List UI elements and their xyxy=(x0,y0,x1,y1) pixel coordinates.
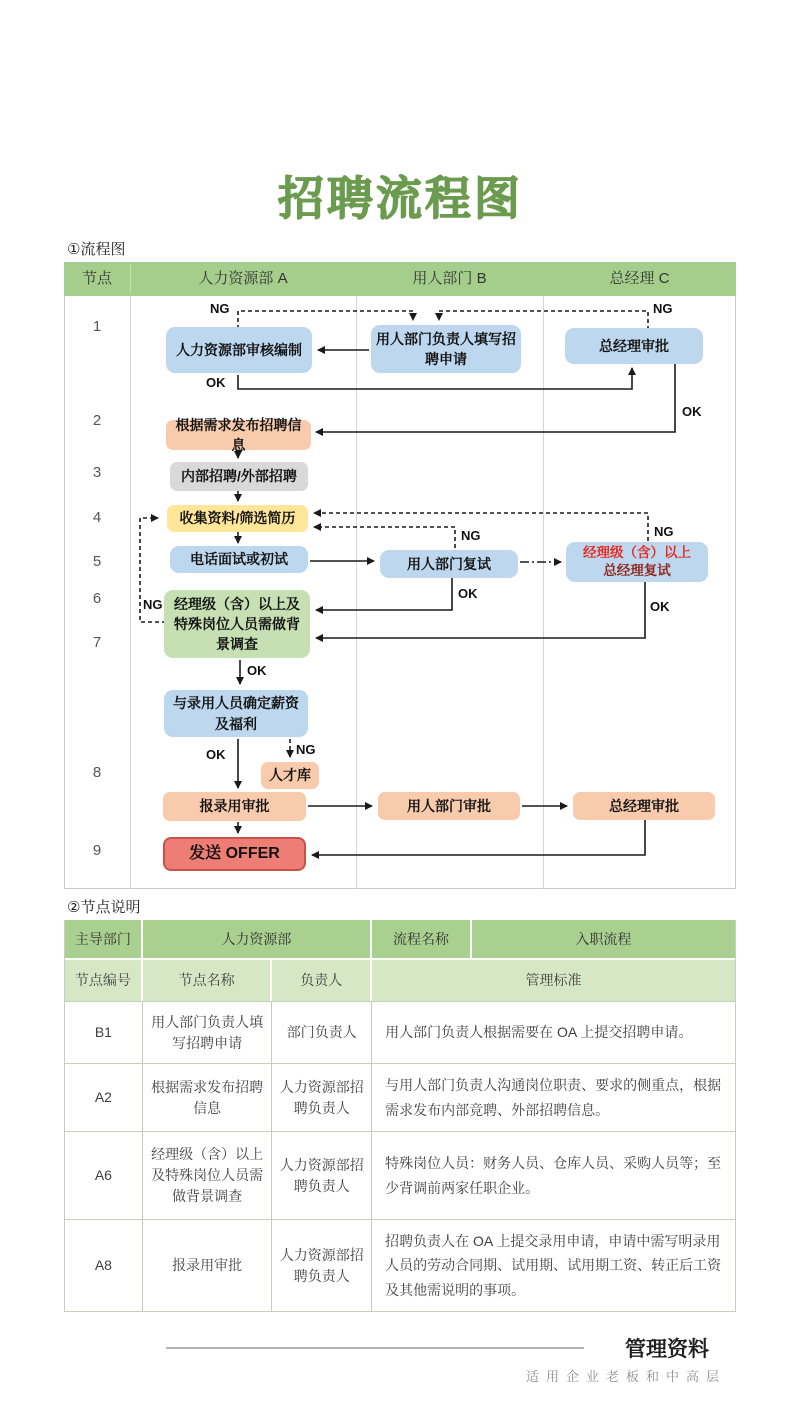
col-header-name: 节点名称 xyxy=(143,960,273,1001)
flow-name-label: 流程名称 xyxy=(372,920,472,958)
flow-header-gm: 总经理 C xyxy=(609,270,670,287)
label-ng: NG xyxy=(210,301,230,316)
flow-box-send-offer: 发送 OFFER xyxy=(163,837,306,871)
flow-box-phone-interview: 电话面试或初试 xyxy=(170,546,308,573)
footer-brand: 管理资料 xyxy=(625,1336,709,1361)
col-header-code: 节点编号 xyxy=(65,960,143,1001)
row-name: 用人部门负责人填写招聘申请 xyxy=(143,1001,273,1063)
row-owner: 人力资源部招聘负责人 xyxy=(272,1219,372,1311)
gm-retest-line1: 经理级（含）以上 xyxy=(583,544,691,560)
label-ok: OK xyxy=(650,599,670,614)
flow-box-publish: 根据需求发布招聘信息 xyxy=(166,420,311,450)
flow-box-collect: 收集资料/筛选简历 xyxy=(167,505,308,532)
flow-box-talent-pool: 人才库 xyxy=(261,762,319,789)
flow-header-hr: 人力资源部 A xyxy=(198,270,288,287)
label-ng: NG xyxy=(461,528,481,543)
row-code: A8 xyxy=(65,1219,143,1311)
node-number-7: 7 xyxy=(92,634,102,651)
node-number-2: 2 xyxy=(92,412,102,429)
col-header-owner: 负责人 xyxy=(272,960,372,1001)
flow-box-offer-approve: 报录用审批 xyxy=(163,792,306,821)
lead-dept-value: 人力资源部 xyxy=(143,920,372,958)
label-ok: OK xyxy=(247,663,267,678)
flow-box-gm-approve-2: 总经理审批 xyxy=(573,792,715,820)
flow-name-value: 入职流程 xyxy=(575,930,632,947)
node-number-4: 4 xyxy=(92,509,102,526)
label-ng: NG xyxy=(296,742,316,757)
label-ng: NG xyxy=(143,597,163,612)
row-name: 报录用审批 xyxy=(143,1219,273,1311)
row-standard: 用人部门负责人根据需要在 OA 上提交招聘申请。 xyxy=(372,1001,735,1063)
flow-header-dept: 用人部门 B xyxy=(412,270,487,287)
label-ok: OK xyxy=(206,747,226,762)
row-code: B1 xyxy=(65,1001,143,1063)
label-ok: OK xyxy=(458,586,478,601)
row-owner: 部门负责人 xyxy=(272,1001,372,1063)
node-number-9: 9 xyxy=(92,842,102,859)
flow-box-gm-approve-1: 总经理审批 xyxy=(565,328,703,364)
label-ok: OK xyxy=(682,404,702,419)
row-standard: 与用人部门负责人沟通岗位职责、要求的侧重点，根据需求发布内部竞聘、外部招聘信息。 xyxy=(372,1063,735,1131)
nodes-section-label: ②节点说明 xyxy=(67,899,141,916)
row-standard: 特殊岗位人员：财务人员、仓库人员、采购人员等；至少背调前两家任职企业。 xyxy=(372,1131,735,1219)
gm-retest-line2: 总经理复试 xyxy=(603,563,671,578)
node-number-6: 6 xyxy=(92,590,102,607)
flow-box-gm-retest xyxy=(566,542,708,582)
page-title: 招聘流程图 xyxy=(277,172,523,224)
flow-box-dept-approve: 用人部门审批 xyxy=(378,792,520,820)
row-code: A6 xyxy=(65,1131,143,1219)
label-ng: NG xyxy=(653,301,673,316)
row-owner: 人力资源部招聘负责人 xyxy=(272,1063,372,1131)
row-name: 经理级（含）以上及特殊岗位人员需做背景调查 xyxy=(143,1131,273,1219)
label-ok: OK xyxy=(206,375,226,390)
flowchart-section-label: ①流程图 xyxy=(67,241,126,258)
footer-tagline: 适用企业老板和中高层 xyxy=(525,1369,726,1384)
label-ng: NG xyxy=(654,524,674,539)
flow-box-dept-fill: 用人部门负责人填写招聘申请 xyxy=(371,325,521,373)
flow-box-hr-review: 人力资源部审核编制 xyxy=(166,327,312,373)
flow-box-salary: 与录用人员确定薪资及福利 xyxy=(164,690,308,737)
row-code: A2 xyxy=(65,1063,143,1131)
node-number-3: 3 xyxy=(92,464,102,481)
flow-box-dept-retest: 用人部门复试 xyxy=(380,550,518,578)
lead-dept-label: 主导部门 xyxy=(65,920,143,958)
node-number-1: 1 xyxy=(92,318,102,335)
row-name: 根据需求发布招聘信息 xyxy=(143,1063,273,1131)
node-number-5: 5 xyxy=(92,553,102,570)
flow-header-node: 节点 xyxy=(81,270,112,287)
row-owner: 人力资源部招聘负责人 xyxy=(272,1131,372,1219)
row-standard: 招聘负责人在 OA 上提交录用申请，申请中需写明录用人员的劳动合同期、试用期、试用期工资、转正后工资及其他需说明的事项。 xyxy=(372,1219,735,1311)
col-header-standard: 管理标准 xyxy=(525,972,582,988)
node-number-8: 8 xyxy=(92,764,102,781)
flow-box-background-check: 经理级（含）以上及特殊岗位人员需做背景调查 xyxy=(164,590,310,658)
flow-box-recruit-channel: 内部招聘/外部招聘 xyxy=(170,462,308,491)
